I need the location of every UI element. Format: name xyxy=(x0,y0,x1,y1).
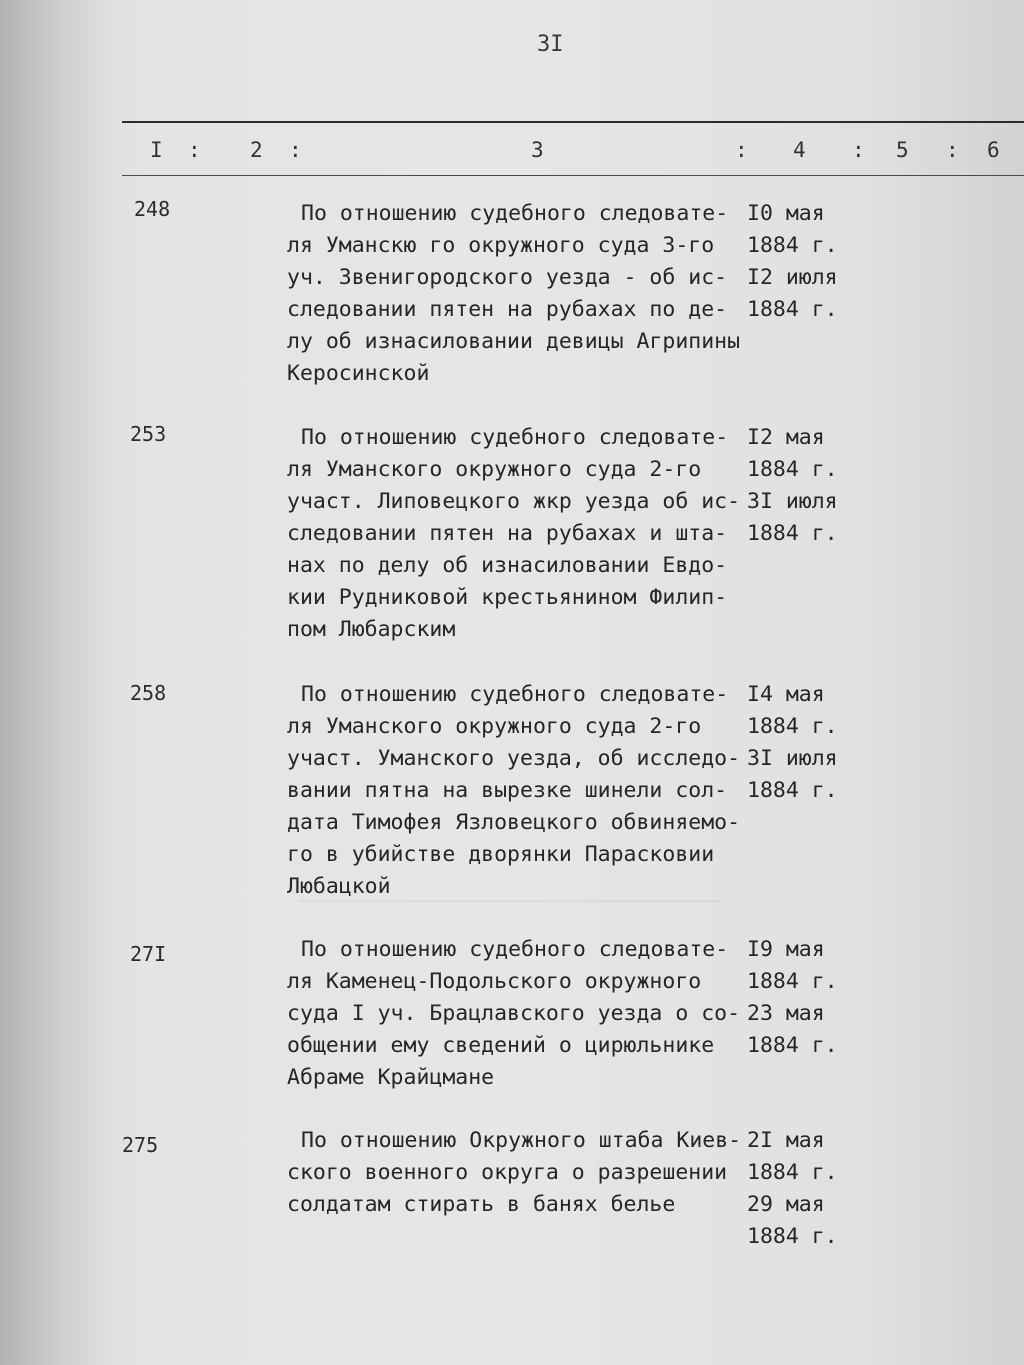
header-bottom-rule xyxy=(122,175,1024,176)
description-line: участ. Липовецкого жкр уезда об ис- xyxy=(287,489,741,514)
date-end: 3I июля xyxy=(747,746,838,771)
column-separator: : xyxy=(735,138,748,162)
date-start-year: 1884 г. xyxy=(747,969,838,994)
entry-description xyxy=(287,679,757,903)
column-separator: : xyxy=(188,138,201,162)
description-line: общении ему сведений о цирюльнике xyxy=(287,1033,715,1058)
description-line: нах по делу об изнасиловании Евдо- xyxy=(287,553,728,578)
column-separator: : xyxy=(289,138,302,162)
date-start-year: 1884 г. xyxy=(747,1160,838,1185)
date-end-year: 1884 г. xyxy=(747,297,838,322)
description-line: Абраме Крайцмане xyxy=(287,1065,495,1090)
description-line: следовании пятен на рубахах по де- xyxy=(287,297,728,322)
description-line: По отношению судебного следовате- xyxy=(301,682,729,707)
description-line: По отношению судебного следовате- xyxy=(301,425,729,450)
column-header-2: 2 xyxy=(250,138,263,162)
description-line: го в убийстве дворянки Парасковии xyxy=(287,842,715,867)
page-number: 3I xyxy=(537,32,564,57)
description-line: Любацкой xyxy=(287,874,391,899)
description-line: лу об изнасиловании девицы Агрипины xyxy=(287,329,741,354)
column-separator: : xyxy=(946,138,959,162)
date-end-year: 1884 г. xyxy=(747,778,838,803)
header-top-rule xyxy=(122,121,1024,123)
entry-description xyxy=(287,422,757,646)
entry-description xyxy=(287,934,757,1094)
description-line: По отношению Окружного штаба Киев- xyxy=(301,1128,742,1153)
entry-number: 253 xyxy=(130,422,167,446)
description-line: ля Уманскю го окружного суда 3-го xyxy=(287,233,715,258)
description-line: ля Уманского окружного суда 2-го xyxy=(287,714,702,739)
date-end-year: 1884 г. xyxy=(747,1033,838,1058)
entry-dates xyxy=(747,679,867,807)
entry-dates xyxy=(747,1125,867,1253)
date-start-year: 1884 г. xyxy=(747,457,838,482)
description-line: ля Уманского окружного суда 2-го xyxy=(287,457,702,482)
date-start-year: 1884 г. xyxy=(747,714,838,739)
column-header-1: I xyxy=(150,138,163,162)
entry-dates xyxy=(747,198,867,326)
description-line: солдатам стирать в банях белье xyxy=(287,1192,676,1217)
date-end: I2 июля xyxy=(747,265,838,290)
date-start: I2 мая xyxy=(747,425,825,450)
entry-dates xyxy=(747,934,867,1062)
description-line: вании пятна на вырезке шинели сол- xyxy=(287,778,728,803)
description-line: кии Рудниковой крестьянином Филип- xyxy=(287,585,728,610)
date-start: 2I мая xyxy=(747,1128,825,1153)
entry-description xyxy=(287,198,757,390)
entry-dates xyxy=(747,422,867,550)
description-line: Керосинской xyxy=(287,361,430,386)
description-line: По отношению судебного следовате- xyxy=(301,201,729,226)
description-line: следовании пятен на рубахах и шта- xyxy=(287,521,728,546)
binding-shadow xyxy=(0,0,110,1365)
entry-number: 248 xyxy=(134,197,171,221)
date-start: I9 мая xyxy=(747,937,825,962)
column-header-5: 5 xyxy=(896,138,909,162)
date-end-year: 1884 г. xyxy=(747,521,838,546)
entry-number: 275 xyxy=(122,1133,159,1157)
date-end: 29 мая xyxy=(747,1192,825,1217)
column-header-4: 4 xyxy=(793,138,806,162)
column-header-3: 3 xyxy=(531,138,544,162)
description-line: участ. Уманского уезда, об исследо- xyxy=(287,746,741,771)
date-start: I0 мая xyxy=(747,201,825,226)
description-line: уч. Звенигородского уезда - об ис- xyxy=(287,265,728,290)
description-line: ля Каменец-Подольского окружного xyxy=(287,969,702,994)
description-line: ского военного округа о разрешении xyxy=(287,1160,728,1185)
description-line: суда I уч. Брацлавского уезда о со- xyxy=(287,1001,741,1026)
entry-description xyxy=(287,1125,757,1221)
date-end: 23 мая xyxy=(747,1001,825,1026)
description-line: дата Тимофея Язловецкого обвиняемо- xyxy=(287,810,741,835)
column-header-6: 6 xyxy=(987,138,1000,162)
date-start-year: 1884 г. xyxy=(747,233,838,258)
date-end: 3I июля xyxy=(747,489,838,514)
date-start: I4 мая xyxy=(747,682,825,707)
date-end-year: 1884 г. xyxy=(747,1224,838,1249)
entry-number: 258 xyxy=(130,681,167,705)
column-separator: : xyxy=(852,138,865,162)
description-line: пом Любарским xyxy=(287,617,456,642)
description-line: По отношению судебного следовате- xyxy=(301,937,729,962)
entry-number: 27I xyxy=(130,942,167,966)
